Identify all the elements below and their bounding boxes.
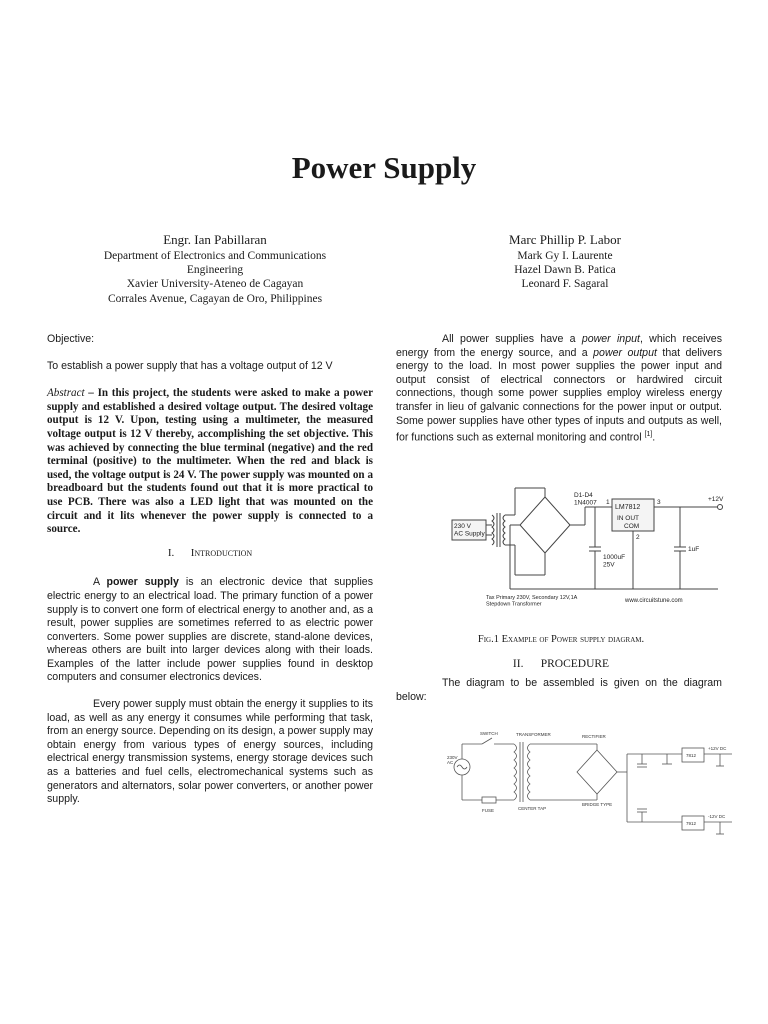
label-transformer-spec: Tax Primary 230V, Secondary 12V,1A Stepdown Transformer: [486, 595, 578, 607]
author-block-right: [440, 231, 690, 292]
label-regulator-pins: IN OUT: [617, 515, 640, 522]
section-title: Introduction: [190, 546, 253, 559]
label-bridge-type: BRIDGE TYPE: [582, 802, 613, 807]
coauthor-line: Leonard F. Sagaral: [521, 278, 609, 291]
para-emphasis: power output: [593, 346, 657, 359]
citation-ref: [1]: [644, 431, 653, 439]
abstract-label: Abstract: [47, 387, 85, 400]
label-reg-bottom: 7912: [686, 821, 697, 826]
left-column: [47, 333, 373, 807]
transformer-coil: [514, 744, 517, 800]
label-regulator: LM7812: [615, 504, 641, 511]
label-pin-1: 1: [606, 499, 610, 506]
label-out-top: +12V DC: [708, 746, 727, 751]
section-number: II.: [512, 658, 524, 670]
abstract-dash: –: [84, 387, 98, 400]
author-block-left: [60, 231, 370, 306]
label-pin-2: 2: [636, 534, 640, 541]
affiliation-line: Corrales Avenue, Cagayan de Oro, Philippines: [107, 292, 323, 305]
para-text: that delivers energy to the load. In most power supplies the power input and output consist of electrical connectors or hardwired circuit connections, though some power supplies employ wireless energy transfer in lieu of galvanic connections for the power input or output. Some power supplies have other types of inputs and outputs as well, for functions such as external monitoring and control: [396, 346, 722, 444]
label-pin-3: 3: [657, 499, 661, 506]
section-heading-procedure: [396, 658, 726, 670]
intro-text: A: [93, 576, 107, 589]
objective-text: To establish a power supply that has a voltage output of 12 V: [47, 359, 333, 372]
label-reg-top: 7812: [686, 753, 697, 758]
abstract: [47, 387, 373, 537]
label-transformer: TRANSFORMER: [516, 732, 551, 737]
label-out-bottom: -12V DC: [708, 814, 726, 819]
procedure-paragraph: The diagram to be assembled is given on the diagram below:: [396, 677, 722, 703]
intro-text: is an electronic device that supplies electric energy to an electrical load. The primary function of a power supply is to convert one form of electrical energy to another and, as a result, power supplies are sometimes referred to as electric power converters. Some power supplies are discrete, stand-alone devices, whereas others are built into larger devices along with their loads. Examples of the latter include power supplies found in desktop computers and consumer electronics devices.: [47, 576, 373, 684]
label-regulator-gnd: COM: [624, 523, 640, 530]
paper-title: Power Supply: [291, 150, 477, 185]
affiliation-line: Xavier University-Ateneo de Cagayan: [126, 278, 304, 291]
label-fuse: FUSE: [482, 808, 495, 813]
label-website: www.circuitstune.com: [625, 598, 683, 604]
label-switch: SWITCH: [480, 731, 498, 736]
label-rectifier: RECTIFIER: [582, 734, 606, 739]
affiliation-line: Department of Electronics and Communications: [103, 250, 327, 262]
coauthor-line: Hazel Dawn B. Patica: [514, 264, 616, 277]
affiliation-line: Engineering: [186, 264, 244, 277]
para-text: All power supplies have a: [442, 333, 582, 345]
para-text: , which receives energy from the energy source, and a: [396, 333, 722, 359]
abstract-text: In this project, the students were asked to make a power supply and established a desired voltage output. The desired voltage output is 12 V. Upon, testing using a multimeter, the measured voltage output is 12 V thereby, accomplishing the set objective. This was achieved by connecting the blue terminal (negative) and the red terminal (positive) to the multimeter. When the red and black is used, the voltage output is 24 V. The power supply was mounted on a breadboard but the students found out that it is more practical to use PCB. There was also a LED light that was mounted on the circuit and it lits whenever the power supply is connected to a source.: [47, 387, 374, 536]
label-center-tap: CENTER TAP: [518, 806, 547, 811]
author-name-left: Engr. Ian Pabillaran: [163, 232, 267, 247]
procedure-text: [396, 677, 722, 704]
label-vout: +12V: [708, 496, 724, 503]
figure-1-circuit-diagram: [450, 485, 730, 607]
para-text: .: [652, 431, 656, 444]
label-ac-supply: 230 V AC Supply: [454, 523, 485, 538]
figure-1-caption: Fig.1 Example of Power supply diagram.: [477, 634, 645, 645]
label-diodes: D1-D4 1N4007: [574, 492, 597, 507]
fuse-symbol: [482, 797, 496, 803]
label-source: 230V AC: [447, 755, 458, 766]
section-heading-introduction: [47, 547, 373, 561]
transformer-primary-coil: [492, 515, 494, 545]
objective-label: Objective:: [47, 333, 95, 345]
intro-paragraph-1: [47, 576, 373, 685]
transformer-secondary-coil: [503, 515, 505, 545]
section-number: I.: [167, 546, 175, 559]
bridge-rectifier: [520, 497, 570, 553]
intro-paragraph-2: Every power supply must obtain the energy it supplies to its load, as well as any energy it consumes while performing that task, from an energy source. Depending on its design, a power supply may obtain energy from various types of energy sources, including electrical energy transmission systems, energy storage devices such as a batteries and fuel cells, electromechanical systems such as generators and alternators, solar power converters, or another power supply.: [47, 698, 373, 806]
label-cap-2: 1uF: [688, 546, 700, 553]
section-title: PROCEDURE: [540, 658, 610, 670]
intro-term: power supply: [106, 576, 179, 589]
para-emphasis: power input: [581, 333, 640, 345]
author-name-right: Marc Phillip P. Labor: [509, 232, 621, 247]
switch-symbol: [482, 738, 492, 744]
label-cap-1: 1000uF 25V: [603, 554, 626, 569]
bridge-rectifier-symbol: [577, 750, 617, 794]
right-paragraph: [396, 333, 722, 445]
figure-2-procedure-diagram: [442, 722, 742, 852]
coauthor-line: Mark Gy I. Laurente: [517, 250, 613, 262]
